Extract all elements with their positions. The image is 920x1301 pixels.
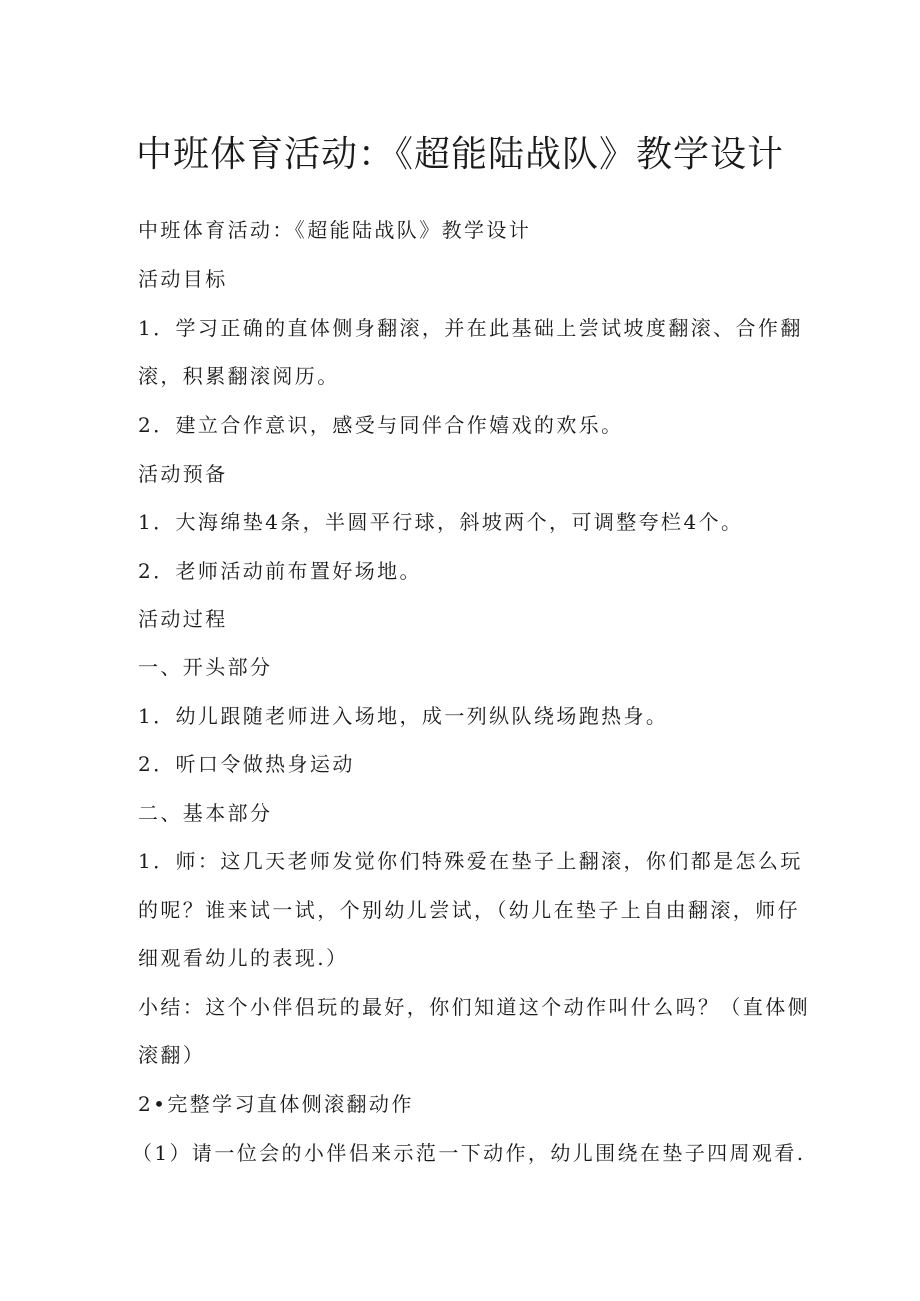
paragraph-line: 1．大海绵垫4条，半圆平行球，斜坡两个，可调整夸栏4个。 [138,510,744,534]
document-title: 中班体育活动：《超能陆战队》教学设计 [135,134,784,175]
paragraph-line: 的呢？谁来试一试，个别幼儿尝试，（幼儿在垫子上自由翻滚，师仔 [138,898,800,922]
subtitle-line: 中班体育活动：《超能陆战队》教学设计 [138,218,532,242]
section-heading-preparation: 活动预备 [138,462,228,486]
paragraph-line: 1．师：这几天老师发觉你们特殊爱在垫子上翻滚，你们都是怎么玩 [138,849,803,873]
paragraph-line: 1．学习正确的直体侧身翻滚，并在此基础上尝试坡度翻滚、合作翻 [138,316,803,340]
paragraph-line: 2．听口令做热身运动 [138,752,355,776]
paragraph-line: （1）请一位会的小伴侣来示范一下动作，幼儿围绕在垫子四周观看. [132,1141,806,1165]
paragraph-line: 2•完整学习直体侧滚翻动作 [138,1092,414,1116]
paragraph-line: 小结：这个小伴侣玩的最好，你们知道这个动作叫什么吗？（直体侧 [138,995,810,1019]
paragraph-line: 滚，积累翻滚阅历。 [138,364,340,388]
paragraph-line: 2．老师活动前布置好场地。 [138,559,422,583]
section-heading-opening: 一、开头部分 [138,655,273,679]
section-heading-basic: 二、基本部分 [138,801,273,825]
paragraph-line: 滚翻） [138,1043,206,1067]
section-heading-process: 活动过程 [138,607,228,631]
paragraph-line: 2．建立合作意识，感受与同伴合作嬉戏的欢乐。 [138,413,624,437]
paragraph-line: 1．幼儿跟随老师进入场地，成一列纵队绕场跑热身。 [138,704,669,728]
paragraph-line: 细观看幼儿的表现.） [138,946,349,970]
section-heading-goals: 活动目标 [138,267,228,291]
